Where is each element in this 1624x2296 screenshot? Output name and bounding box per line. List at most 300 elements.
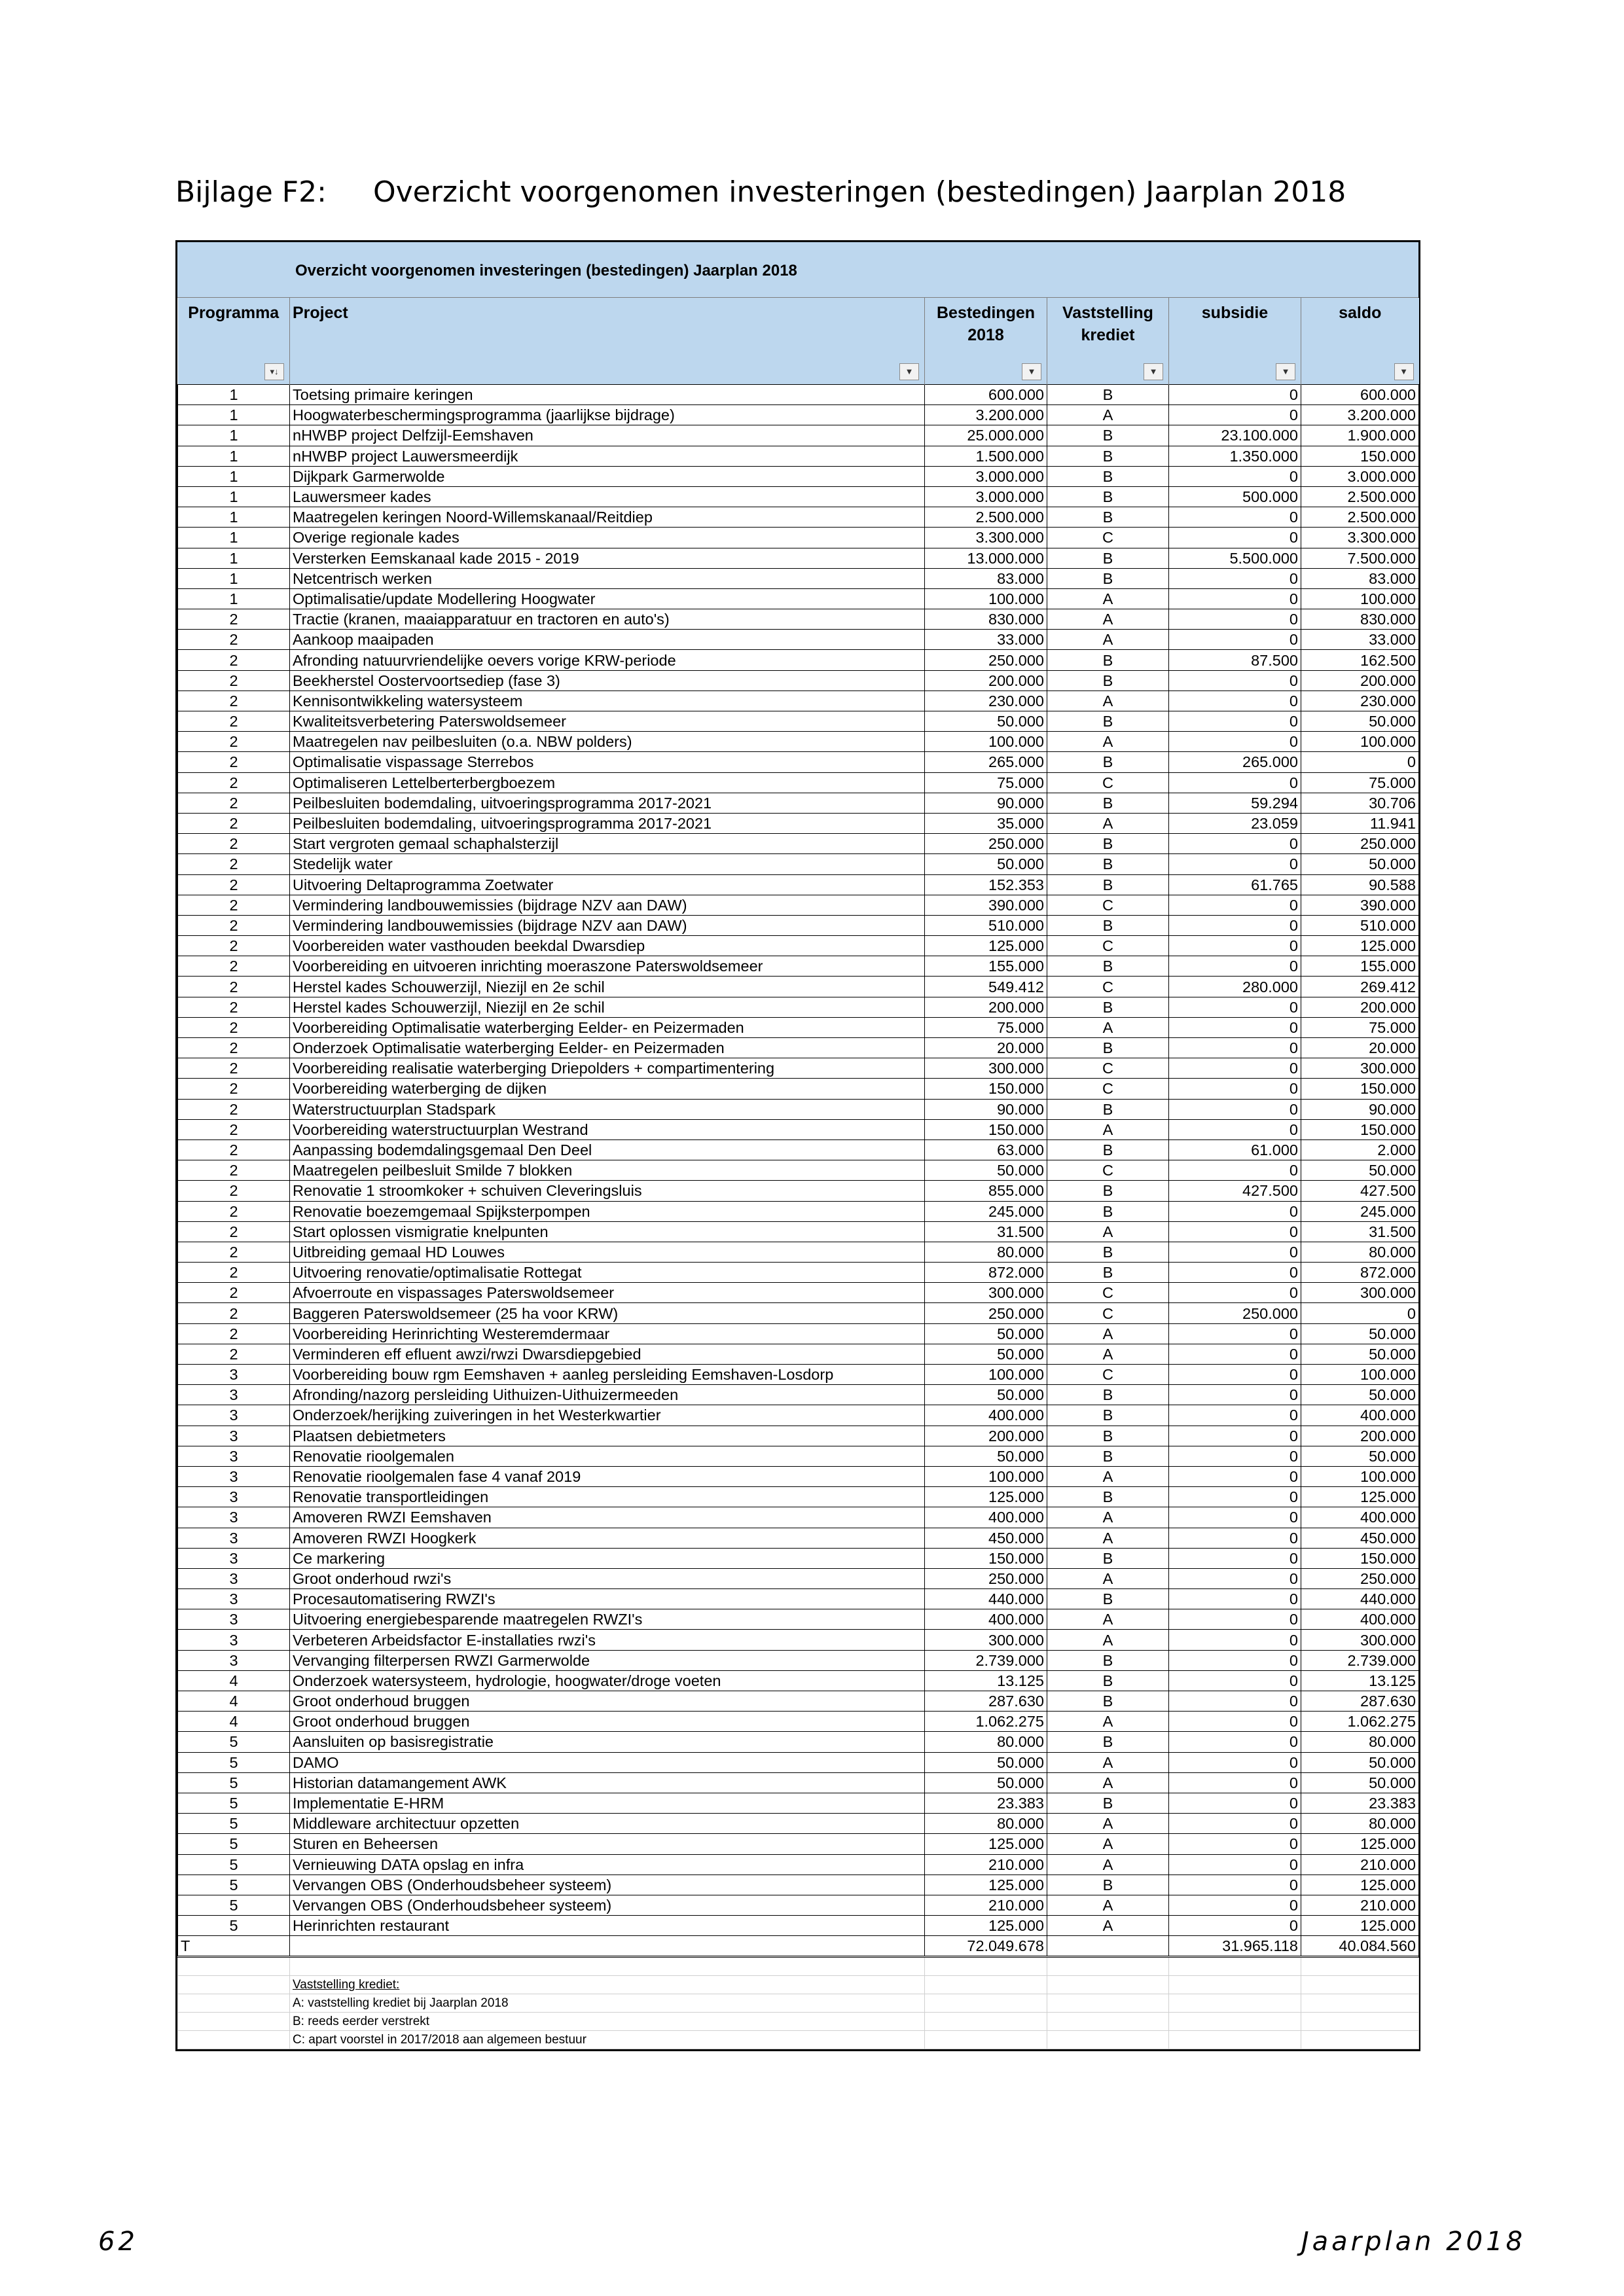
cell-subsidie: 0 xyxy=(1169,1119,1301,1139)
filter-active-icon[interactable]: ▼ xyxy=(1022,363,1041,380)
cell-project: Aankoop maaipaden xyxy=(290,630,925,650)
cell-project: Kwaliteitsverbetering Paterswoldsemeer xyxy=(290,711,925,732)
table-row xyxy=(178,915,1419,935)
cell-vaststelling: C xyxy=(1047,1303,1169,1323)
cell-subsidie: 0 xyxy=(1169,1426,1301,1446)
cell-saldo: 200.000 xyxy=(1301,670,1419,691)
cell-bestedingen: 33.000 xyxy=(925,630,1047,650)
table-row xyxy=(178,1487,1419,1507)
cell-subsidie: 0 xyxy=(1169,1017,1301,1037)
table-row xyxy=(178,691,1419,711)
cell-subsidie: 0 xyxy=(1169,466,1301,486)
table-row xyxy=(178,1752,1419,1772)
cell-subsidie: 0 xyxy=(1169,609,1301,630)
cell-vaststelling: A xyxy=(1047,1854,1169,1874)
cell-project: Lauwersmeer kades xyxy=(290,486,925,507)
cell-saldo: 50.000 xyxy=(1301,1772,1419,1793)
cell-programma: 2 xyxy=(178,834,290,854)
header-bestedingen: Bestedingen 2018 ▼ xyxy=(925,298,1047,385)
cell-subsidie: 0 xyxy=(1169,1772,1301,1793)
cell-saldo: 125.000 xyxy=(1301,1916,1419,1936)
table-row xyxy=(178,895,1419,915)
cell-bestedingen: 23.383 xyxy=(925,1793,1047,1813)
cell-subsidie: 0 xyxy=(1169,1507,1301,1528)
cell-subsidie: 0 xyxy=(1169,915,1301,935)
cell-programma: 1 xyxy=(178,588,290,609)
cell-vaststelling: B xyxy=(1047,1242,1169,1262)
cell-programma: 2 xyxy=(178,772,290,793)
cell-programma: 2 xyxy=(178,997,290,1017)
cell-project: Maatregelen nav peilbesluiten (o.a. NBW polders) xyxy=(290,732,925,752)
table-row xyxy=(178,1221,1419,1242)
table-row xyxy=(178,997,1419,1017)
cell-saldo: 872.000 xyxy=(1301,1263,1419,1283)
cell-subsidie: 0 xyxy=(1169,1263,1301,1283)
header-vaststelling: Vaststelling krediet ▼ xyxy=(1047,298,1169,385)
cell-vaststelling: B xyxy=(1047,486,1169,507)
cell-project: Herstel kades Schouwerzijl, Niezijl en 2e schil xyxy=(290,997,925,1017)
cell-subsidie: 23.059 xyxy=(1169,813,1301,833)
cell-project: Voorbereiding waterstructuurplan Westrand xyxy=(290,1119,925,1139)
cell-programma: 3 xyxy=(178,1507,290,1528)
total-row xyxy=(178,1936,1419,1957)
table-row xyxy=(178,936,1419,956)
cell-vaststelling: B xyxy=(1047,956,1169,977)
cell-project: Plaatsen debietmeters xyxy=(290,1426,925,1446)
cell-vaststelling: B xyxy=(1047,854,1169,874)
cell-vaststelling: C xyxy=(1047,772,1169,793)
cell-saldo: 427.500 xyxy=(1301,1181,1419,1201)
cell-saldo: 75.000 xyxy=(1301,1017,1419,1037)
table-row xyxy=(178,1323,1419,1344)
cell-programma: 1 xyxy=(178,507,290,528)
cell-bestedingen: 855.000 xyxy=(925,1181,1047,1201)
cell-vaststelling: A xyxy=(1047,1916,1169,1936)
cell-programma: 2 xyxy=(178,1323,290,1344)
cell-vaststelling: A xyxy=(1047,588,1169,609)
cell-bestedingen: 1.500.000 xyxy=(925,446,1047,466)
cell-saldo: 11.941 xyxy=(1301,813,1419,833)
table-row xyxy=(178,1670,1419,1691)
filter-dropdown-icon[interactable]: ▼ xyxy=(1144,363,1163,380)
cell-bestedingen: 50.000 xyxy=(925,1385,1047,1405)
cell-programma: 2 xyxy=(178,956,290,977)
cell-vaststelling: A xyxy=(1047,1772,1169,1793)
cell-bestedingen: 100.000 xyxy=(925,732,1047,752)
cell-vaststelling: B xyxy=(1047,466,1169,486)
table-row xyxy=(178,854,1419,874)
legend-c: C: apart voorstel in 2017/2018 aan algemeen bestuur xyxy=(290,2031,925,2049)
table-row xyxy=(178,1650,1419,1670)
cell-vaststelling: B xyxy=(1047,834,1169,854)
cell-subsidie: 280.000 xyxy=(1169,977,1301,997)
table-title: Overzicht voorgenomen investeringen (bestedingen) Jaarplan 2018 xyxy=(295,262,797,279)
cell-project: Uitvoering renovatie/optimalisatie Rottegat xyxy=(290,1263,925,1283)
cell-programma: 3 xyxy=(178,1466,290,1486)
cell-vaststelling: B xyxy=(1047,1385,1169,1405)
cell-project: Renovatie rioolgemalen fase 4 vanaf 2019 xyxy=(290,1466,925,1486)
cell-programma: 3 xyxy=(178,1365,290,1385)
cell-bestedingen: 450.000 xyxy=(925,1528,1047,1548)
cell-project: Netcentrisch werken xyxy=(290,568,925,588)
cell-saldo: 830.000 xyxy=(1301,609,1419,630)
cell-project: Optimalisatie vispassage Sterrebos xyxy=(290,752,925,772)
cell-subsidie: 0 xyxy=(1169,1242,1301,1262)
cell-project: DAMO xyxy=(290,1752,925,1772)
table-row xyxy=(178,752,1419,772)
cell-project: nHWBP project Lauwersmeerdijk xyxy=(290,446,925,466)
cell-subsidie: 0 xyxy=(1169,1916,1301,1936)
cell-project: Onderzoek/herijking zuiveringen in het Westerkwartier xyxy=(290,1405,925,1426)
cell-subsidie: 0 xyxy=(1169,1691,1301,1712)
cell-vaststelling: A xyxy=(1047,691,1169,711)
cell-bestedingen: 230.000 xyxy=(925,691,1047,711)
legend-row xyxy=(178,1994,1419,2013)
cell-saldo: 3.200.000 xyxy=(1301,405,1419,425)
cell-bestedingen: 150.000 xyxy=(925,1079,1047,1099)
cell-vaststelling: B xyxy=(1047,385,1169,405)
cell-programma: 2 xyxy=(178,1283,290,1303)
cell-subsidie: 0 xyxy=(1169,1793,1301,1813)
table-row xyxy=(178,1895,1419,1915)
cell-bestedingen: 2.500.000 xyxy=(925,507,1047,528)
cell-subsidie: 0 xyxy=(1169,1752,1301,1772)
cell-subsidie: 0 xyxy=(1169,1160,1301,1181)
cell-vaststelling: B xyxy=(1047,1670,1169,1691)
cell-bestedingen: 150.000 xyxy=(925,1119,1047,1139)
cell-subsidie: 0 xyxy=(1169,1568,1301,1588)
cell-project: Implementatie E-HRM xyxy=(290,1793,925,1813)
investments-table xyxy=(177,298,1419,2049)
cell-subsidie: 5.500.000 xyxy=(1169,548,1301,568)
cell-subsidie: 0 xyxy=(1169,1344,1301,1364)
cell-project: Amoveren RWZI Hoogkerk xyxy=(290,1528,925,1548)
cell-saldo: 125.000 xyxy=(1301,1487,1419,1507)
cell-saldo: 80.000 xyxy=(1301,1242,1419,1262)
cell-bestedingen: 250.000 xyxy=(925,834,1047,854)
cell-vaststelling: B xyxy=(1047,1874,1169,1895)
cell-saldo: 80.000 xyxy=(1301,1814,1419,1834)
cell-saldo: 13.125 xyxy=(1301,1670,1419,1691)
cell-subsidie: 59.294 xyxy=(1169,793,1301,813)
cell-bestedingen: 125.000 xyxy=(925,1487,1047,1507)
table-row xyxy=(178,1589,1419,1609)
cell-project: Amoveren RWZI Eemshaven xyxy=(290,1507,925,1528)
table-row xyxy=(178,588,1419,609)
cell-saldo: 287.630 xyxy=(1301,1691,1419,1712)
sort-filter-icon[interactable]: ▾↓ xyxy=(264,363,284,380)
cell-project: Vervangen OBS (Onderhoudsbeheer systeem) xyxy=(290,1895,925,1915)
cell-saldo: 50.000 xyxy=(1301,711,1419,732)
cell-saldo: 150.000 xyxy=(1301,1548,1419,1568)
cell-programma: 2 xyxy=(178,793,290,813)
table-row xyxy=(178,1507,1419,1528)
cell-programma: 2 xyxy=(178,1017,290,1037)
cell-saldo: 50.000 xyxy=(1301,1385,1419,1405)
legend-b: B: reeds eerder verstrekt xyxy=(290,2013,925,2031)
cell-programma: 2 xyxy=(178,1263,290,1283)
table-row xyxy=(178,1385,1419,1405)
cell-vaststelling: B xyxy=(1047,548,1169,568)
header-subsidie: subsidie ▼ xyxy=(1169,298,1301,385)
cell-saldo: 100.000 xyxy=(1301,732,1419,752)
cell-project: Uitvoering Deltaprogramma Zoetwater xyxy=(290,874,925,895)
cell-subsidie: 0 xyxy=(1169,997,1301,1017)
cell-subsidie: 0 xyxy=(1169,1365,1301,1385)
cell-project: Peilbesluiten bodemdaling, uitvoeringsprogramma 2017-2021 xyxy=(290,793,925,813)
cell-subsidie: 0 xyxy=(1169,956,1301,977)
cell-vaststelling: B xyxy=(1047,793,1169,813)
cell-project: Afvoerroute en vispassages Paterswoldsemeer xyxy=(290,1283,925,1303)
cell-programma: 2 xyxy=(178,1038,290,1058)
table-row xyxy=(178,385,1419,405)
cell-bestedingen: 125.000 xyxy=(925,1916,1047,1936)
cell-vaststelling: B xyxy=(1047,1732,1169,1752)
cell-vaststelling: A xyxy=(1047,1609,1169,1630)
cell-programma: 4 xyxy=(178,1670,290,1691)
table-row xyxy=(178,446,1419,466)
cell-saldo: 90.000 xyxy=(1301,1099,1419,1119)
cell-vaststelling: B xyxy=(1047,1181,1169,1201)
cell-programma: 5 xyxy=(178,1752,290,1772)
cell-bestedingen: 3.300.000 xyxy=(925,528,1047,548)
cell-project: Onderzoek Optimalisatie waterberging Eelder- en Peizermaden xyxy=(290,1038,925,1058)
cell-saldo: 3.000.000 xyxy=(1301,466,1419,486)
cell-vaststelling: C xyxy=(1047,977,1169,997)
cell-bestedingen: 300.000 xyxy=(925,1058,1047,1079)
cell-subsidie: 0 xyxy=(1169,711,1301,732)
cell-subsidie: 0 xyxy=(1169,1834,1301,1854)
cell-programma: 3 xyxy=(178,1405,290,1426)
table-row xyxy=(178,1528,1419,1548)
legend-row xyxy=(178,1976,1419,1994)
cell-project: Waterstructuurplan Stadspark xyxy=(290,1099,925,1119)
cell-vaststelling: B xyxy=(1047,1589,1169,1609)
cell-subsidie: 0 xyxy=(1169,1854,1301,1874)
cell-programma: 2 xyxy=(178,915,290,935)
cell-project: Vervanging filterpersen RWZI Garmerwolde xyxy=(290,1650,925,1670)
cell-subsidie: 0 xyxy=(1169,568,1301,588)
cell-bestedingen: 250.000 xyxy=(925,1303,1047,1323)
cell-project: Tractie (kranen, maaiapparatuur en tractoren en auto's) xyxy=(290,609,925,630)
cell-bestedingen: 50.000 xyxy=(925,1344,1047,1364)
cell-bestedingen: 150.000 xyxy=(925,1548,1047,1568)
cell-programma: 1 xyxy=(178,486,290,507)
cell-subsidie: 0 xyxy=(1169,1487,1301,1507)
table-row xyxy=(178,813,1419,833)
header-programma: Programma ▾↓ xyxy=(178,298,290,385)
cell-programma: 2 xyxy=(178,670,290,691)
table-row xyxy=(178,1058,1419,1079)
cell-saldo: 250.000 xyxy=(1301,834,1419,854)
legend-row xyxy=(178,2031,1419,2049)
cell-programma: 5 xyxy=(178,1732,290,1752)
cell-programma: 2 xyxy=(178,1221,290,1242)
cell-vaststelling: B xyxy=(1047,1405,1169,1426)
cell-saldo: 150.000 xyxy=(1301,1119,1419,1139)
cell-programma: 2 xyxy=(178,895,290,915)
cell-project: Voorbereiden water vasthouden beekdal Dwarsdiep xyxy=(290,936,925,956)
cell-bestedingen: 440.000 xyxy=(925,1589,1047,1609)
cell-saldo: 75.000 xyxy=(1301,772,1419,793)
cell-saldo: 2.500.000 xyxy=(1301,486,1419,507)
cell-vaststelling: B xyxy=(1047,1038,1169,1058)
cell-programma: 5 xyxy=(178,1916,290,1936)
table-row xyxy=(178,1365,1419,1385)
cell-subsidie: 0 xyxy=(1169,1814,1301,1834)
cell-project: Historian datamangement AWK xyxy=(290,1772,925,1793)
cell-bestedingen: 200.000 xyxy=(925,670,1047,691)
cell-project: Dijkpark Garmerwolde xyxy=(290,466,925,486)
cell-saldo: 400.000 xyxy=(1301,1609,1419,1630)
cell-project: Groot onderhoud bruggen xyxy=(290,1712,925,1732)
cell-project: Maatregelen keringen Noord-Willemskanaal/Reitdiep xyxy=(290,507,925,528)
cell-bestedingen: 3.200.000 xyxy=(925,405,1047,425)
cell-programma: 5 xyxy=(178,1834,290,1854)
filter-dropdown-icon[interactable]: ▼ xyxy=(1394,363,1414,380)
cell-project: Start oplossen vismigratie knelpunten xyxy=(290,1221,925,1242)
table-row xyxy=(178,1405,1419,1426)
cell-subsidie: 0 xyxy=(1169,1895,1301,1915)
cell-vaststelling: B xyxy=(1047,1201,1169,1221)
spreadsheet xyxy=(175,240,1420,2051)
cell-vaststelling: C xyxy=(1047,1160,1169,1181)
cell-vaststelling: A xyxy=(1047,630,1169,650)
cell-saldo: 162.500 xyxy=(1301,650,1419,670)
cell-vaststelling: B xyxy=(1047,425,1169,446)
cell-project: Optimalisatie/update Modellering Hoogwater xyxy=(290,588,925,609)
table-row xyxy=(178,528,1419,548)
cell-project: Vervangen OBS (Onderhoudsbeheer systeem) xyxy=(290,1874,925,1895)
cell-subsidie: 265.000 xyxy=(1169,752,1301,772)
cell-bestedingen: 400.000 xyxy=(925,1609,1047,1630)
table-row xyxy=(178,1834,1419,1854)
cell-project: Vernieuwing DATA opslag en infra xyxy=(290,1854,925,1874)
cell-programma: 3 xyxy=(178,1609,290,1630)
cell-programma: 2 xyxy=(178,1119,290,1139)
cell-bestedingen: 245.000 xyxy=(925,1201,1047,1221)
cell-saldo: 100.000 xyxy=(1301,588,1419,609)
cell-saldo: 50.000 xyxy=(1301,854,1419,874)
filter-dropdown-icon[interactable]: ▼ xyxy=(899,363,919,380)
cell-vaststelling: B xyxy=(1047,1691,1169,1712)
cell-programma: 1 xyxy=(178,568,290,588)
cell-saldo: 1.062.275 xyxy=(1301,1712,1419,1732)
cell-vaststelling: B xyxy=(1047,568,1169,588)
cell-saldo: 0 xyxy=(1301,1303,1419,1323)
table-row xyxy=(178,1466,1419,1486)
cell-vaststelling: A xyxy=(1047,1528,1169,1548)
table-row xyxy=(178,568,1419,588)
table-row xyxy=(178,1630,1419,1650)
cell-project: Renovatie rioolgemalen xyxy=(290,1446,925,1466)
cell-saldo: 390.000 xyxy=(1301,895,1419,915)
page-heading xyxy=(175,175,1346,209)
cell-subsidie: 0 xyxy=(1169,588,1301,609)
cell-project: Aanpassing bodemdalingsgemaal Den Deel xyxy=(290,1139,925,1160)
cell-saldo: 3.300.000 xyxy=(1301,528,1419,548)
cell-programma: 2 xyxy=(178,936,290,956)
cell-bestedingen: 75.000 xyxy=(925,1017,1047,1037)
cell-saldo: 50.000 xyxy=(1301,1344,1419,1364)
cell-saldo: 125.000 xyxy=(1301,936,1419,956)
cell-vaststelling: B xyxy=(1047,1793,1169,1813)
cell-project: Ce markering xyxy=(290,1548,925,1568)
cell-saldo: 250.000 xyxy=(1301,1568,1419,1588)
cell-programma: 5 xyxy=(178,1854,290,1874)
cell-programma: 5 xyxy=(178,1793,290,1813)
cell-vaststelling: C xyxy=(1047,1058,1169,1079)
cell-programma: 3 xyxy=(178,1589,290,1609)
cell-programma: 2 xyxy=(178,752,290,772)
cell-project: Uitvoering energiebesparende maatregelen RWZI's xyxy=(290,1609,925,1630)
cell-project: Stedelijk water xyxy=(290,854,925,874)
footer-doc-title: Jaarplan 2018 xyxy=(1301,2227,1526,2257)
cell-subsidie: 0 xyxy=(1169,1732,1301,1752)
cell-bestedingen: 250.000 xyxy=(925,650,1047,670)
table-row xyxy=(178,1242,1419,1262)
cell-subsidie: 61.765 xyxy=(1169,874,1301,895)
cell-saldo: 450.000 xyxy=(1301,1528,1419,1548)
table-row xyxy=(178,732,1419,752)
cell-saldo: 300.000 xyxy=(1301,1283,1419,1303)
cell-subsidie: 23.100.000 xyxy=(1169,425,1301,446)
cell-vaststelling: C xyxy=(1047,895,1169,915)
cell-vaststelling: A xyxy=(1047,1752,1169,1772)
cell-saldo: 269.412 xyxy=(1301,977,1419,997)
table-row xyxy=(178,1916,1419,1936)
cell-bestedingen: 549.412 xyxy=(925,977,1047,997)
cell-programma: 2 xyxy=(178,630,290,650)
cell-programma: 2 xyxy=(178,813,290,833)
cell-subsidie: 427.500 xyxy=(1169,1181,1301,1201)
table-row xyxy=(178,1181,1419,1201)
cell-saldo: 31.500 xyxy=(1301,1221,1419,1242)
cell-programma: 1 xyxy=(178,528,290,548)
cell-saldo: 600.000 xyxy=(1301,385,1419,405)
cell-subsidie: 0 xyxy=(1169,1712,1301,1732)
table-row xyxy=(178,1568,1419,1588)
cell-vaststelling: A xyxy=(1047,1712,1169,1732)
cell-saldo: 400.000 xyxy=(1301,1507,1419,1528)
cell-subsidie: 0 xyxy=(1169,1589,1301,1609)
cell-bestedingen: 100.000 xyxy=(925,1365,1047,1385)
cell-subsidie: 0 xyxy=(1169,1201,1301,1221)
cell-vaststelling: C xyxy=(1047,1079,1169,1099)
cell-saldo: 230.000 xyxy=(1301,691,1419,711)
cell-bestedingen: 1.062.275 xyxy=(925,1712,1047,1732)
cell-bestedingen: 300.000 xyxy=(925,1283,1047,1303)
cell-programma: 3 xyxy=(178,1650,290,1670)
cell-bestedingen: 155.000 xyxy=(925,956,1047,977)
table-row xyxy=(178,1344,1419,1364)
cell-vaststelling: B xyxy=(1047,1548,1169,1568)
cell-bestedingen: 390.000 xyxy=(925,895,1047,915)
cell-vaststelling: B xyxy=(1047,711,1169,732)
total-label: T xyxy=(178,1936,290,1957)
filter-dropdown-icon[interactable]: ▼ xyxy=(1276,363,1295,380)
cell-programma: 5 xyxy=(178,1874,290,1895)
cell-saldo: 1.900.000 xyxy=(1301,425,1419,446)
cell-project: Groot onderhoud bruggen xyxy=(290,1691,925,1712)
cell-vaststelling: B xyxy=(1047,1446,1169,1466)
cell-programma: 2 xyxy=(178,1201,290,1221)
cell-subsidie: 0 xyxy=(1169,1609,1301,1630)
cell-project: Voorbereiding en uitvoeren inrichting moeraszone Paterswoldsemeer xyxy=(290,956,925,977)
table-row xyxy=(178,1793,1419,1813)
cell-saldo: 200.000 xyxy=(1301,1426,1419,1446)
cell-subsidie: 0 xyxy=(1169,1670,1301,1691)
